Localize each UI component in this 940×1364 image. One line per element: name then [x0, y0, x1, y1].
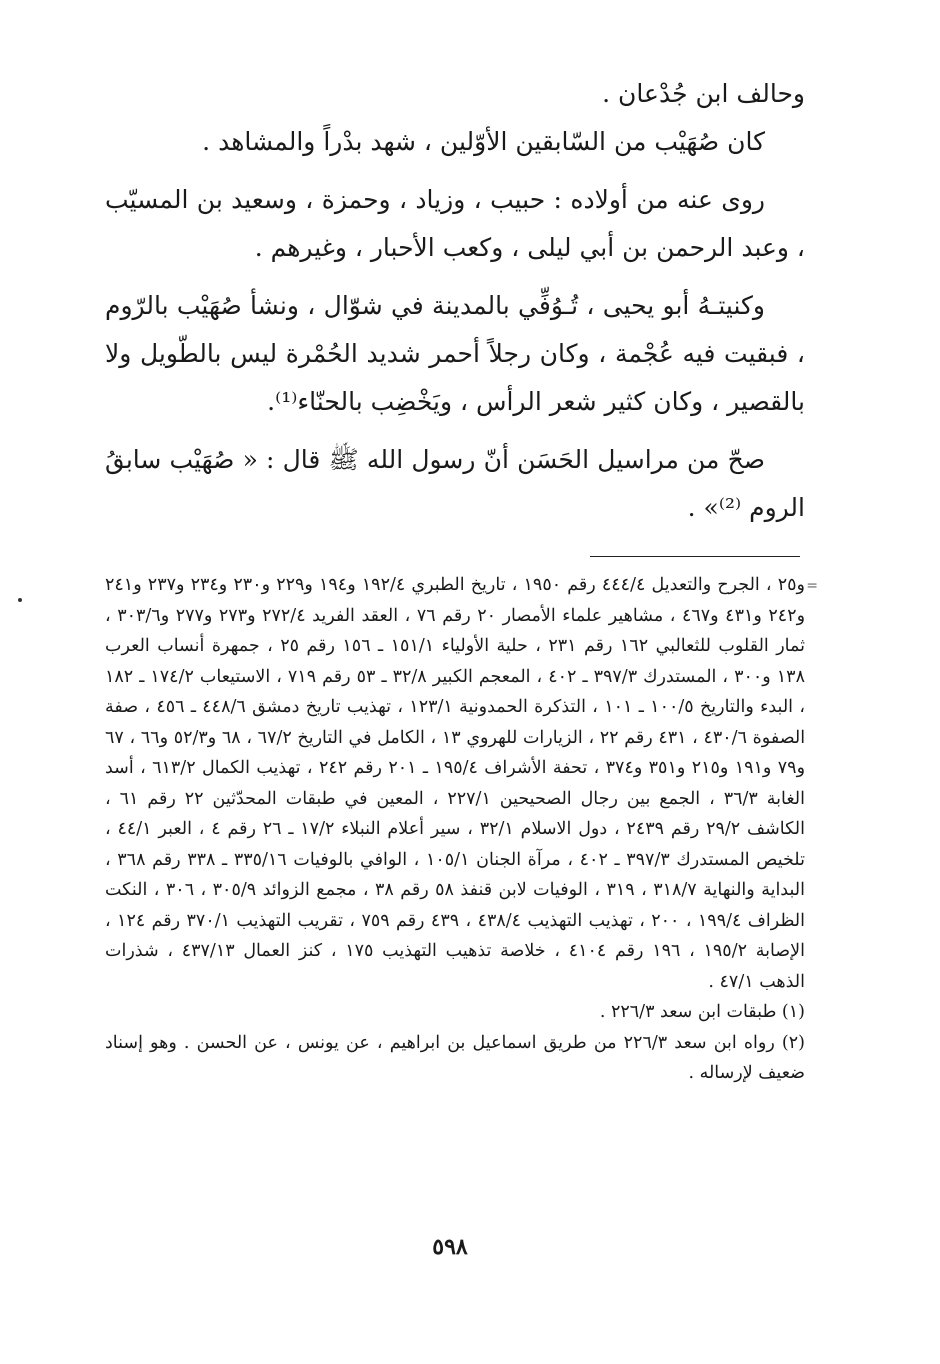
continuation-mark: = — [806, 578, 818, 594]
paragraph-4: وكنيتـهُ أبو يحيى ، تُـوُفِّي بالمدينة في شوّال ، ونشأ صُهَيْب بالرّوم ، فبقيت فيه عُجْمة ، وكان رجلاً أحمر شديد الحُمْرة ليس بالطّويل ولا بالقصير ، وكان كثير شعر الرأس ، ويَخْضِب بالحنّاء⁽¹⁾. — [105, 291, 805, 416]
footnote-2: (٢) رواه ابن سعد ٢٢٦/٣ من طريق اسماعيل بن ابراهيم ، عن يونس ، عن الحسن . وهو إسناد ضعيف لإرساله . — [105, 1032, 805, 1083]
footnote-separator — [590, 556, 800, 557]
paragraph-3: روى عنه من أولاده : حبيب ، وزياد ، وحمزة ، وسعيد بن المسيّب ، وعبد الرحمن بن أبي ليلى ، وكعب الأحبار ، وغيرهم . — [105, 185, 805, 262]
footnote-1: (١) طبقات ابن سعد ٢٢٦/٣ . — [599, 1002, 805, 1022]
paragraph-1: وحالف ابن جُدْعان . — [602, 79, 805, 108]
footnote-continued: و٢٥ ، الجرح والتعديل ٤٤٤/٤ رقم ١٩٥٠ ، تاريخ الطبري ١٩٢/٤ و١٩٤ و٢٢٩ و٢٣٠ و٢٣٤ و٢٣٧ و٢٤١ و٢٤٢ و٤٣١ و٤٦٧ ، مشاهير علماء الأمصار ٢٠ رقم ٧٦ ، العقد الفريد ٢٧٢/٤ و٢٧٣ و٢٧٧ و٣٠٣/٦ ، ثمار القلوب للثعالبي ١٦٢ رقم ٢٣١ ، حلية الأولياء ١٥١/١ ـ ١٥٦ رقم ٢٥ ، جمهرة أنساب العرب ١٣٨ و٣٠٠ ، المستدرك ٣٩٧/٣ ـ ٤٠٢ ، المعجم الكبير ٣٢/٨ ـ ٥٣ رقم ٧١٩ ، الاستيعاب ١٧٤/٢ ـ ١٨٢ ، البدء والتاريخ ١٠٠/٥ ـ ١٠١ ، التذكرة الحمدونية ١٢٣/١ ، تهذيب تاريخ دمشق ٤٤٨/٦ ـ ٤٥٦ ، صفة الصفوة ٤٣٠/٦ ، ٤٣١ رقم ٢٢ ، الزيارات للهروي ١٣ ، الكامل في التاريخ ٦٧/٢ ، ٦٨ و٥٢/٣ و٦٦ ، ٦٧ و٧٩ و١٩١ و٢١٥ و٣٥١ و٣٧٤ ، تحفة الأشراف ١٩٥/٤ ـ ٢٠١ رقم ٢٤٢ ، تهذيب الكمال ٦١٣/٢ ، أسد الغابة ٣٦/٣ ، الجمع بين رجال الصحيحين ٢٢٧/١ ، المعين في طبقات المحدّثين ٢٢ رقم ٦١ ، الكاشف ٢٩/٢ رقم ٢٤٣٩ ، دول الاسلام ٣٢/١ ، سير أعلام النبلاء ١٧/٢ ـ ٢٦ رقم ٤ ، العبر ٤٤/١ ، تلخيص المستدرك ٣٩٧/٣ ـ ٤٠٢ ، مرآة الجنان ١٠٥/١ ، الوافي بالوفيات ٣٣٥/١٦ ـ ٣٣٨ رقم ٣٦٨ ، البداية والنهاية ٣١٨/٧ ، ٣١٩ ، الوفيات لابن قنفذ ٥٨ رقم ٣٨ ، مجمع الزوائد ٣٠٥/٩ ، ٣٠٦ ، النكت الظراف ١٩٩/٤ ، ٢٠٠ ، تهذيب التهذيب ٤٣٨/٤ ، ٤٣٩ رقم ٧٥٩ ، تقريب التهذيب ٣٧٠/١ رقم ١٢٤ ، الإصابة ١٩٥/٢ ، ١٩٦ رقم ٤١٠٤ ، خلاصة تذهيب التهذيب ١٧٥ ، كنز العمال ٤٣٧/١٣ ، شذرات الذهب ٤٧/١ . — [105, 575, 806, 992]
margin-dot — [18, 598, 22, 602]
main-text — [105, 70, 805, 532]
paragraph-2: كان صُهَيْب من السّابقين الأوّلين ، شهد بدْراً والمشاهد . — [202, 127, 765, 156]
page-number: ٥٩٨ — [432, 1234, 468, 1260]
paragraph-5: صحّ من مراسيل الحَسَن أنّ رسول الله ﷺ قال : « صُهَيْب سابقُ الروم ⁽²⁾» . — [105, 445, 805, 522]
footnotes — [105, 570, 805, 1089]
